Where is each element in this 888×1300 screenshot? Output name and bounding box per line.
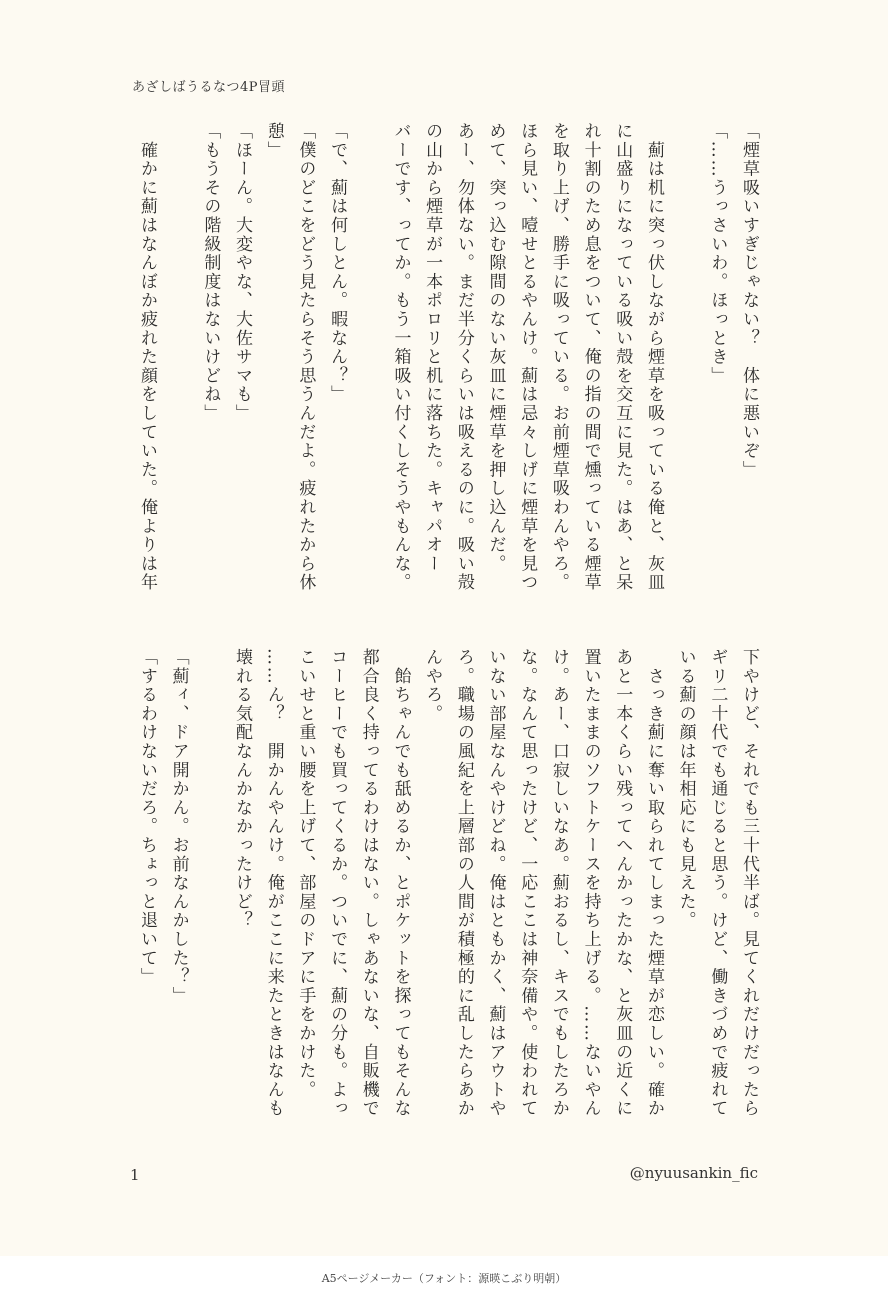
- text-line: いない部屋なんやけどね。俺はともかく、薊はアウトや: [485, 648, 506, 1118]
- text-line: 下やけど、それでも三十代半ば。見てくれだけだったら: [739, 648, 759, 1118]
- text-line: んやろ。: [422, 648, 443, 724]
- text-line: 確かに薊はなんぼか疲れた顔をしていた。俺よりは年: [136, 122, 157, 592]
- text-line: の山から煙草が一本ポロリと机に落ちた。キャパオー: [422, 122, 443, 574]
- text-line: 飴ちゃんでも舐めるか、とポケットを探ってもそんな: [390, 648, 411, 1118]
- text-line: こいせと重い腰を上げて、部屋のドアに手をかけた。: [295, 648, 316, 1100]
- text-line: 薊は机に突っ伏しながら煙草を吸っている俺と、灰皿: [643, 122, 664, 592]
- text-line: [194, 648, 226, 1123]
- text-line: ろ。職場の風紀を上層部の人間が積極的に乱したらあか: [453, 648, 474, 1118]
- text-line: コーヒーでも買ってくるか。ついでに、薊の分も。よっ: [327, 648, 348, 1118]
- text-line: あー、勿体ない。まだ半分くらいは吸えるのに。吸い殻: [453, 122, 474, 592]
- text-line: 壊れる気配なんかなかったけど？: [232, 648, 252, 930]
- text-line: に山盛りになっている吸い殻を交互に見た。はあ、と呆: [612, 122, 633, 592]
- text-block-top: [130, 122, 764, 602]
- text-line: 「……うっさいわ。ほっとき」: [707, 122, 728, 386]
- text-line: け。あー、口寂しいなあ。薊おるし、キスでもしたろか: [548, 648, 569, 1118]
- text-line: [352, 122, 384, 602]
- text-line: 「するわけないだろ。ちょっと退いて」: [136, 648, 157, 987]
- text-line: 「で、薊は何しとん。暇なん？」: [327, 122, 348, 404]
- text-line: ……ん？ 開かんやんけ。俺がここに来たときはなんも: [263, 648, 284, 1118]
- text-line: 「薊ィ、ドア開かん。お前なんかした？」: [168, 648, 189, 1006]
- text-line: あと一本くらい残ってへんかったかな、と灰皿の近くに: [612, 648, 633, 1118]
- text-line: れ十割のため息をついて、俺の指の間で燻っている煙草: [580, 122, 601, 592]
- text-line: いる薊の顔は年相応にも見えた。: [675, 648, 696, 930]
- text-line: [669, 122, 701, 602]
- text-line: バーです、ってか。もう一箱吸い付くしそうやもんな。: [390, 122, 411, 592]
- text-line: ギリ二十代でも通じると思う。けど、働きづめで疲れて: [707, 648, 728, 1118]
- author-handle: @nyuusankin_fic: [629, 1164, 758, 1182]
- text-block-bottom: [130, 648, 764, 1123]
- text-line: めて、突っ込む隙間のない灰皿に煙草を押し込んだ。: [485, 122, 506, 574]
- text-line: 「もうその階級制度はないけどね」: [200, 122, 221, 423]
- page-header: あざしばうるなつ4P冒頭: [132, 80, 286, 95]
- page-number: 1: [130, 1166, 140, 1184]
- text-line: を取り上げ、勝手に吸っている。お前煙草吸わんやろ。: [548, 122, 569, 592]
- text-line: 「ほーん。大変やな、大佐サマも」: [232, 122, 252, 423]
- text-line: [162, 122, 194, 602]
- text-line: な。なんて思ったけど、一応ここは神奈備や。使われて: [517, 648, 538, 1118]
- text-line: 都合良く持ってるわけはない。しゃあないな、自販機で: [358, 648, 379, 1118]
- text-line: 「煙草吸いすぎじゃない？ 体に悪いぞ」: [739, 122, 759, 480]
- text-line: 憩」: [263, 122, 284, 160]
- generator-caption: A5ページメーカー（フォント：源暎こぶり明朝）: [321, 1272, 567, 1285]
- text-line: 置いたままのソフトケースを持ち上げる。……ないやん: [580, 648, 601, 1118]
- text-line: 「僕のどこをどう見たらそう思うんだよ。疲れたから休: [295, 122, 316, 592]
- text-line: ほら見い、噎せとるやんけ。薊は忌々しげに煙草を見つ: [517, 122, 538, 592]
- text-line: さっき薊に奪い取られてしまった煙草が恋しい。確か: [643, 648, 664, 1118]
